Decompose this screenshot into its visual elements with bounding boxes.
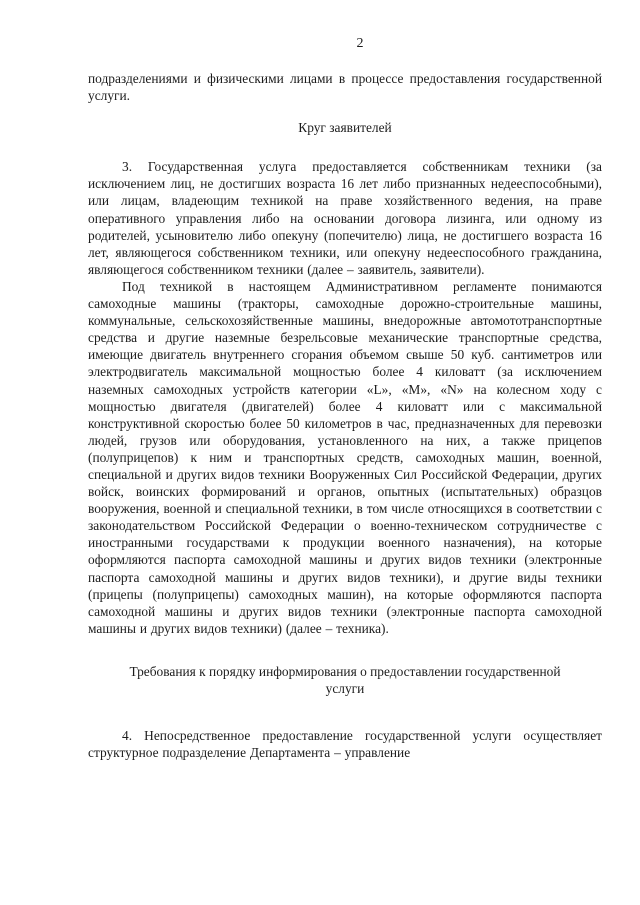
paragraph-4: 4. Непосредственное предоставление государственной услуги осуществляет структурное подразделение Департамента – управление (88, 728, 602, 761)
section-heading-applicants: Круг заявителей (298, 120, 392, 136)
paragraph-3: 3. Государственная услуга предоставляется собственникам техники (за исключением лиц, не достигших возраста 16 лет либо признанных недееспособными), или лицам, владеющим техникой на праве хозяйственного ведения, на праве оперативного управления либо на основании договора лизинга, или одному из родителей, усыновителю либо опекуну (попечителю) лица, не достигшего возраста 16 лет, являющегося собственником техники, или опекуну недееспособного гражданина, являющегося собственником техники (далее – заявитель, заявители). (88, 159, 602, 277)
section-heading-informing-requirements: Требования к порядку информирования о предоставлении государственной услуги (129, 663, 561, 696)
paragraph-technique-definition: Под техникой в настоящем Административном регламенте понимаются самоходные машины (тракторы, самоходные дорожно-строительные машины, коммунальные, сельскохозяйственные машины, внедорожные автомототранспортные средства и другие наземные безрельсовые механические транспортные средства, имеющие двигатель внутреннего сгорания объемом свыше 50 куб. сантиметров или электродвигатель максимальной мощностью более 4 киловатт (за исключением наземных самоходных устройств категории «L», «M», «N» на колесном ходу с мощностью двигателя (двигателей) более 4 киловатт или с максимальной конструктивной скоростью более 50 километров в час, предназначенных для перевозки людей, грузов или оборудования, установленного на них, а также прицепов (полуприцепов) к ним и транспортных средств, самоходных машин, военной, специальной и других видов техники Вооруженных Сил Российской Федерации, других войск, воинских формирований и органов, опытных (испытательных) образцов вооружения, военной и специальной техники, в том числе относящихся в соответствии с законодательством Российской Федерации о военно-техническом сотрудничестве с иностранными государствами к продукции военного назначения), на которые оформляются паспорта самоходной машины и других видов техники (электронные паспорта самоходной машины и других видов техники), и другие виды техники (прицепы (полуприцепы) самоходных машин), на которые оформляются паспорта самоходной машины и других видов техники (электронные паспорта самоходной машины и других видов техники) (далее – техника). (88, 278, 602, 636)
intro-paragraph: подразделениями и физическими лицами в процессе предоставления государственной услуги. (88, 71, 602, 104)
page-number: 2 (356, 36, 364, 51)
